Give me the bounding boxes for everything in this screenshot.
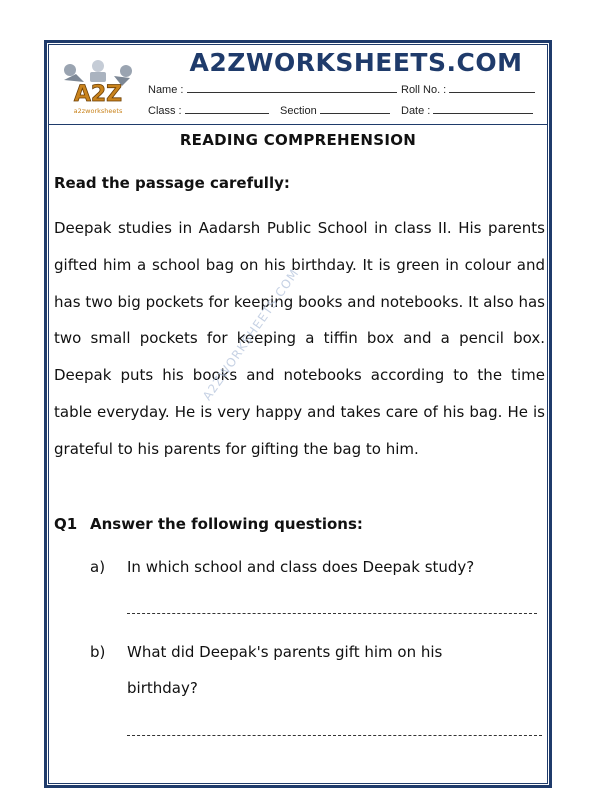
site-title: A2ZWORKSHEETS.COM bbox=[189, 48, 523, 77]
worksheet-title: READING COMPREHENSION bbox=[179, 131, 417, 149]
roll-blank[interactable] bbox=[449, 82, 535, 93]
class-field bbox=[148, 103, 269, 117]
header-divider bbox=[48, 124, 548, 125]
class-blank[interactable] bbox=[185, 103, 269, 114]
a2z-logo-graphic bbox=[56, 58, 140, 116]
name-blank[interactable] bbox=[187, 82, 397, 93]
question-number: Q1 bbox=[54, 515, 78, 533]
answer-line-a[interactable] bbox=[127, 613, 537, 614]
roll-label: Roll No. : bbox=[401, 84, 447, 96]
reading-passage: Deepak studies in Aadarsh Public School in class II. His parents gifted him a school bag on his birthday. It is green in colour and has two big pockets for keeping books and notebooks. It also has two small pockets for keeping a tiffin box and a pencil box. Deepak puts his books and notebooks according to the time table everyday. He is very happy and takes care of his bag. He is grateful to his parents for gifting the bag to him. bbox=[54, 219, 545, 458]
name-label: Name : bbox=[148, 84, 184, 96]
date-label: Date : bbox=[401, 105, 431, 117]
instruction-text: Read the passage carefully: bbox=[54, 174, 290, 192]
svg-text:A2Z: A2Z bbox=[73, 82, 123, 107]
roll-field bbox=[401, 82, 535, 96]
section-field bbox=[280, 103, 390, 117]
answer-line-b[interactable] bbox=[127, 735, 542, 736]
question-b-text: What did Deepak's parents gift him on his birthday? bbox=[127, 643, 443, 697]
svg-text:a2zworksheets: a2zworksheets bbox=[73, 107, 123, 115]
question-a-letter: a) bbox=[90, 558, 106, 576]
section-blank[interactable] bbox=[320, 103, 390, 114]
section-label: Section bbox=[280, 105, 317, 117]
date-field bbox=[401, 103, 533, 117]
question-a-text: In which school and class does Deepak study? bbox=[127, 558, 475, 576]
name-field bbox=[148, 82, 397, 96]
class-label: Class : bbox=[148, 105, 182, 117]
question-heading-text: Answer the following questions: bbox=[90, 515, 363, 533]
a2z-logo bbox=[56, 58, 140, 116]
date-blank[interactable] bbox=[433, 103, 533, 114]
watermark: A2ZWORKSHEETS.COM bbox=[200, 266, 302, 404]
question-heading bbox=[54, 515, 363, 533]
question-b-letter: b) bbox=[90, 643, 106, 661]
